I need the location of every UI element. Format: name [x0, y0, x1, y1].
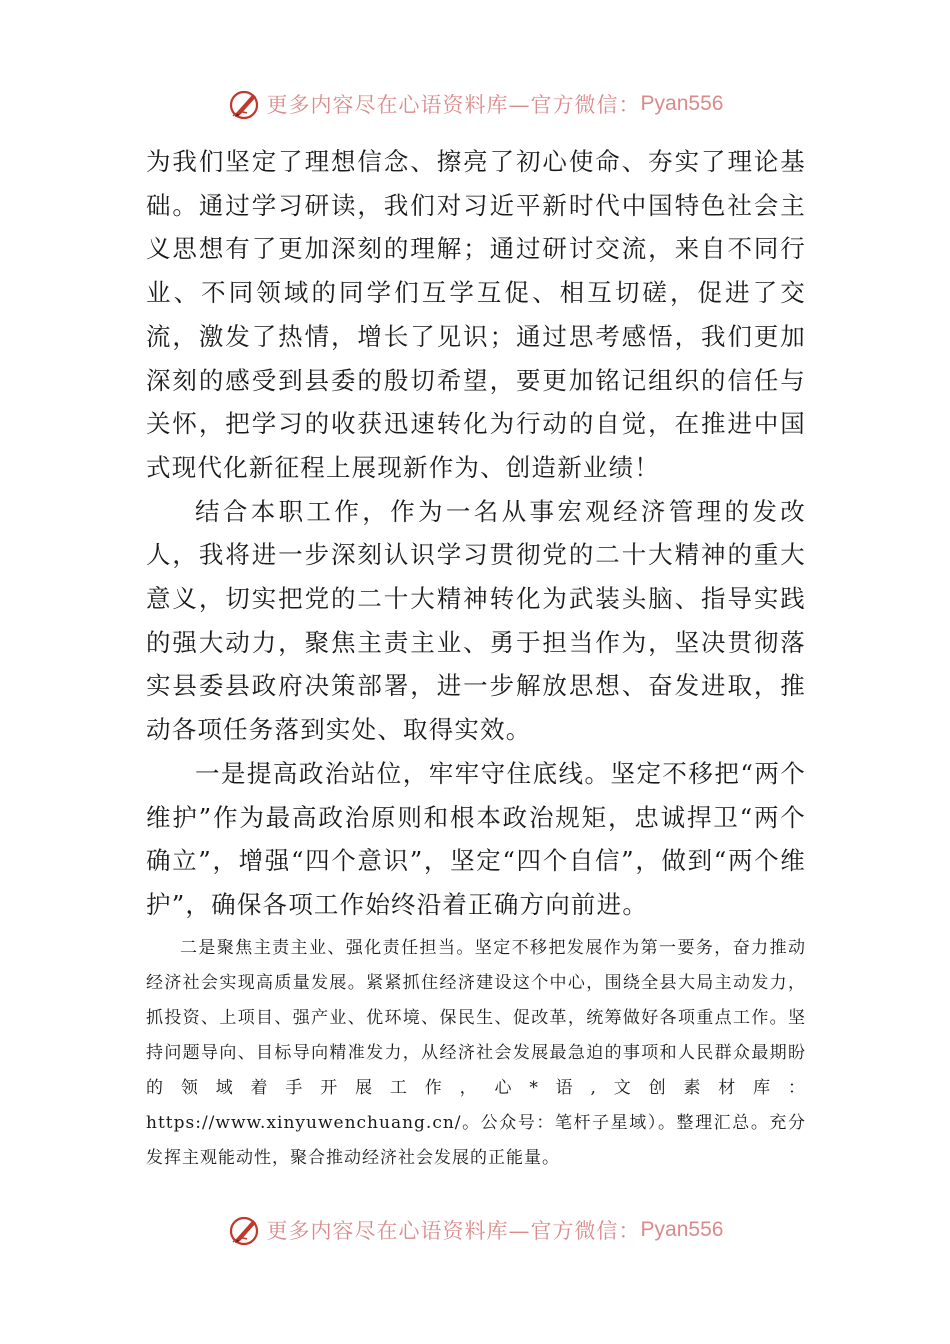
paragraph-1: 为我们坚定了理想信念、擦亮了初心使命、夯实了理论基础。通过学习研读，我们对习近平新时代中国特色社会主义思想有了更加深刻的理解；通过研讨交流，来自不同行业、不同领域的同学们互学互促、相互切磋，促进了交流，激发了热情，增长了见识；通过思考感悟，我们更加深刻的感受到县委的殷切希望，要更加铭记组织的信任与关怀，把学习的收获迅速转化为行动的自觉，在推进中国式现代化新征程上展现新作为、创造新业绩！	[146, 147, 806, 482]
banner-text: 更多内容尽在心语资料库—官方微信：	[266, 1219, 641, 1243]
banner-text: 更多内容尽在心语资料库—官方微信：	[266, 93, 641, 117]
pen-logo-icon	[227, 1212, 263, 1248]
footer-banner	[0, 1208, 950, 1252]
paragraph-3: 一是提高政治站位，牢牢守住底线。坚定不移把“两个维护”作为最高政治原则和根本政治规矩，忠诚捍卫“两个确立”，增强“四个意识”，坚定“四个自信”，做到“两个维护”，确保各项工作始终沿着正确方向前进。	[146, 758, 806, 919]
header-banner	[0, 82, 950, 126]
paragraph-4: 二是聚焦主责主业、强化责任担当。坚定不移把发展作为第一要务，奋力推动经济社会实现高质量发展。紧紧抓住经济建设这个中心，围绕全县大局主动发力，抓投资、上项目、强产业、优环境、保民生、促改革，统筹做好各项重点工作。坚持问题导向、目标导向精准发力，从经济社会发展最急迫的事项和人民群众最期盼的领域着手开展工作，心*语,文创素材库：https://www.xinyuwenchuang.cn/。公众号：笔杆子星域）。整理汇总。充分发挥主观能动性，聚合推动经济社会发展的正能量。	[146, 937, 806, 1168]
banner-wechat-id: Pyan556	[640, 1218, 724, 1241]
pen-logo-icon	[227, 86, 263, 122]
banner-wechat-id: Pyan556	[640, 92, 724, 115]
document-body	[146, 140, 806, 1176]
paragraph-2: 结合本职工作，作为一名从事宏观经济管理的发改人，我将进一步深刻认识学习贯彻党的二十大精神的重大意义，切实把党的二十大精神转化为武装头脑、指导实践的强大动力，聚焦主责主业、勇于担当作为，坚决贯彻落实县委县政府决策部署，进一步解放思想、奋发进取，推动各项任务落到实处、取得实效。	[146, 496, 806, 745]
